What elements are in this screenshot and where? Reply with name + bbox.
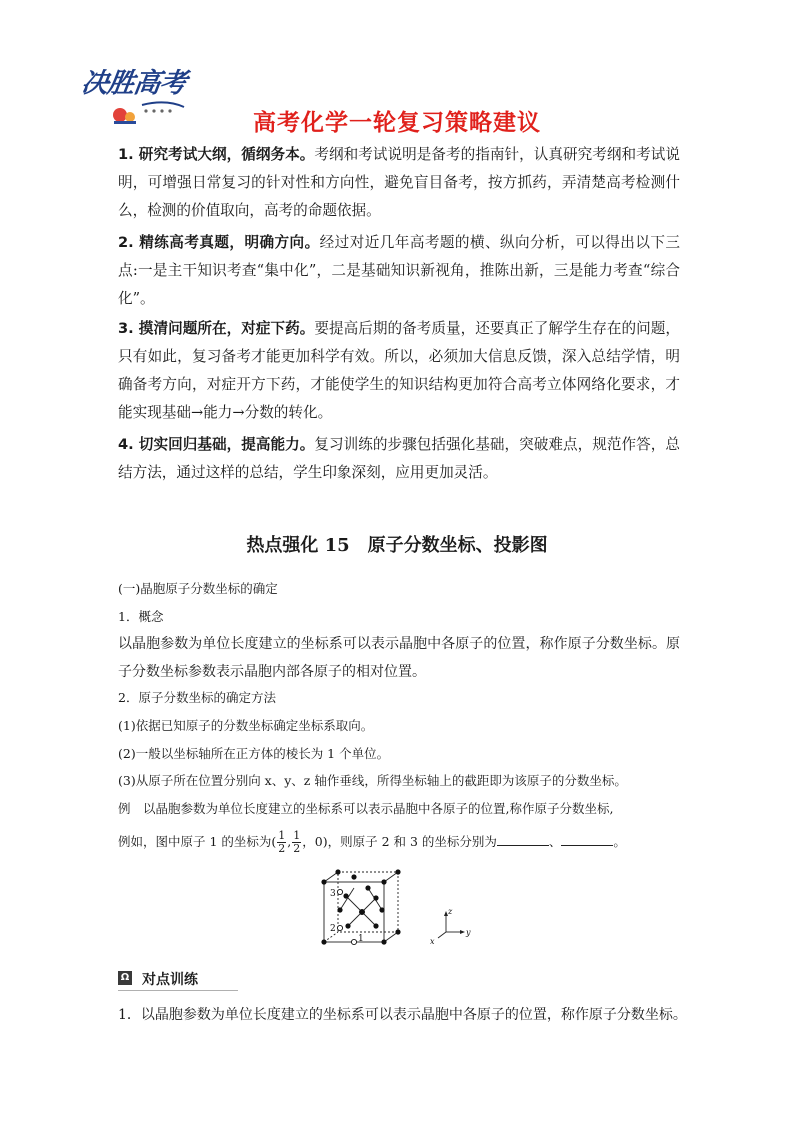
example-text: 例如，图中原子 1 的坐标为( <box>118 834 277 849</box>
strategy-lead: 1. 研究考试大纲，循纲务本。 <box>118 146 315 163</box>
strategy-paragraph <box>118 431 680 487</box>
method-step: (3)从原子所在位置分别向 x、y、z 轴作垂线，所得坐标轴上的截距即为该原子的分数坐标。 <box>118 773 627 788</box>
fraction-numerator: 1 <box>293 829 301 842</box>
atom <box>337 925 342 930</box>
method-step: (1)依据已知原子的分数坐标确定坐标系取向。 <box>118 718 374 733</box>
atom <box>335 869 340 874</box>
strategy-paragraph <box>118 229 680 313</box>
example-line: 例 以晶胞参数为单位长度建立的坐标系可以表示晶胞中各原子的位置,称作原子分数坐标, <box>118 801 614 816</box>
document-title: 高考化学一轮复习策略建议 <box>253 110 541 136</box>
strategy-text: 要提高后期的备考质量，还要真正了解学生存在的问题，只有如此，复习备考才能更加科学有效。所以，必须加大信息反馈，深入总结学情，明确备考方向，对症开方下药，才能使学生的知识结构更加符合高考立体网络化要求，才能实现基础→能力→分数的转化。 <box>118 320 680 421</box>
atom-label-1: 1 <box>358 934 364 944</box>
strategy-paragraph <box>118 141 680 225</box>
atom <box>373 895 378 900</box>
logo-text: 决胜高考 <box>79 68 188 99</box>
strategy-text: 复习训练的步骤包括强化基础，突破难点，规范作答，总结方法，通过这样的总结，学生印象深刻，应用更加灵活。 <box>118 436 680 481</box>
atom <box>337 889 342 894</box>
example-question: 例如，图中原子 1 的坐标为( $\frac{1}{2}$ , $\frac{1}{2}$ ，0)，则原子 2 和 3 的坐标分别为 、 。 <box>118 829 626 855</box>
crystal-cell-figure <box>318 868 478 948</box>
heading-concept: 1．概念 <box>118 609 164 624</box>
atom <box>351 874 356 879</box>
axis-label-z: z <box>448 907 453 916</box>
atom <box>359 909 365 915</box>
exercise-header <box>118 970 238 991</box>
atom <box>365 885 370 890</box>
answer-blank[interactable] <box>561 831 613 846</box>
atom-label-3: 3 <box>330 889 336 899</box>
subsection-heading: (一)晶胞原子分数坐标的确定 <box>118 581 278 596</box>
strategy-text: 经过对近几年高考题的横、纵向分析，可以得出以下三点:一是主干知识考查“集中化”，二是基础知识新视角，推陈出新，三是能力考查“综合化”。 <box>118 234 680 307</box>
atom <box>381 879 386 884</box>
exercise-question: 1．以晶胞参数为单位长度建立的坐标系可以表示晶胞中各原子的位置，称作原子分数坐标。 <box>118 1007 687 1023</box>
answer-blank[interactable] <box>497 831 549 846</box>
concept-text: 以晶胞参数为单位长度建立的坐标系可以表示晶胞中各原子的位置，称作原子分数坐标。原子分数坐标参数表示晶胞内部各原子的相对位置。 <box>118 636 680 680</box>
separator: 、 <box>548 834 562 849</box>
example-text: ，0)，则原子 2 和 3 的坐标分别为 <box>302 834 497 849</box>
atom <box>381 939 386 944</box>
atom <box>345 923 350 928</box>
atom <box>351 939 356 944</box>
method-step: (2)一般以坐标轴所在正方体的棱长为 1 个单位。 <box>118 746 390 761</box>
atom <box>343 893 348 898</box>
axis-label-x: x <box>430 937 435 946</box>
atom <box>321 879 326 884</box>
fraction <box>292 830 301 855</box>
strategy-lead: 2. 精练高考真题，明确方向。 <box>118 234 320 251</box>
atom <box>395 869 400 874</box>
fraction <box>277 830 286 855</box>
fraction-numerator: 1 <box>278 829 286 842</box>
atom <box>373 923 378 928</box>
exercise-icon: Ω <box>118 971 132 985</box>
axis-label-y: y <box>466 928 471 937</box>
strategy-lead: 3. 摸清问题所在，对症下药。 <box>118 320 315 337</box>
atom <box>379 907 384 912</box>
period: 。 <box>613 834 626 849</box>
strategy-text: 考纲和考试说明是备考的指南针，认真研究考纲和考试说明，可增强日常复习的针对性和方向性，避免盲目备考，按方抓药，弄清楚高考检测什么，检测的价值取向，高考的命题依据。 <box>118 146 680 219</box>
fraction-denominator: 2 <box>293 842 301 855</box>
heading-method: 2．原子分数坐标的确定方法 <box>118 690 276 705</box>
atom <box>337 907 342 912</box>
strategy-lead: 4. 切实回归基础，提高能力。 <box>118 436 315 453</box>
atom <box>321 939 326 944</box>
fraction-denominator: 2 <box>278 842 286 855</box>
exercise-label: 对点训练 <box>142 972 198 988</box>
atom-label-2: 2 <box>330 924 336 934</box>
atom <box>395 929 400 934</box>
strategy-paragraph <box>118 315 680 427</box>
section-title: 热点强化 15 原子分数坐标、投影图 <box>246 535 548 556</box>
